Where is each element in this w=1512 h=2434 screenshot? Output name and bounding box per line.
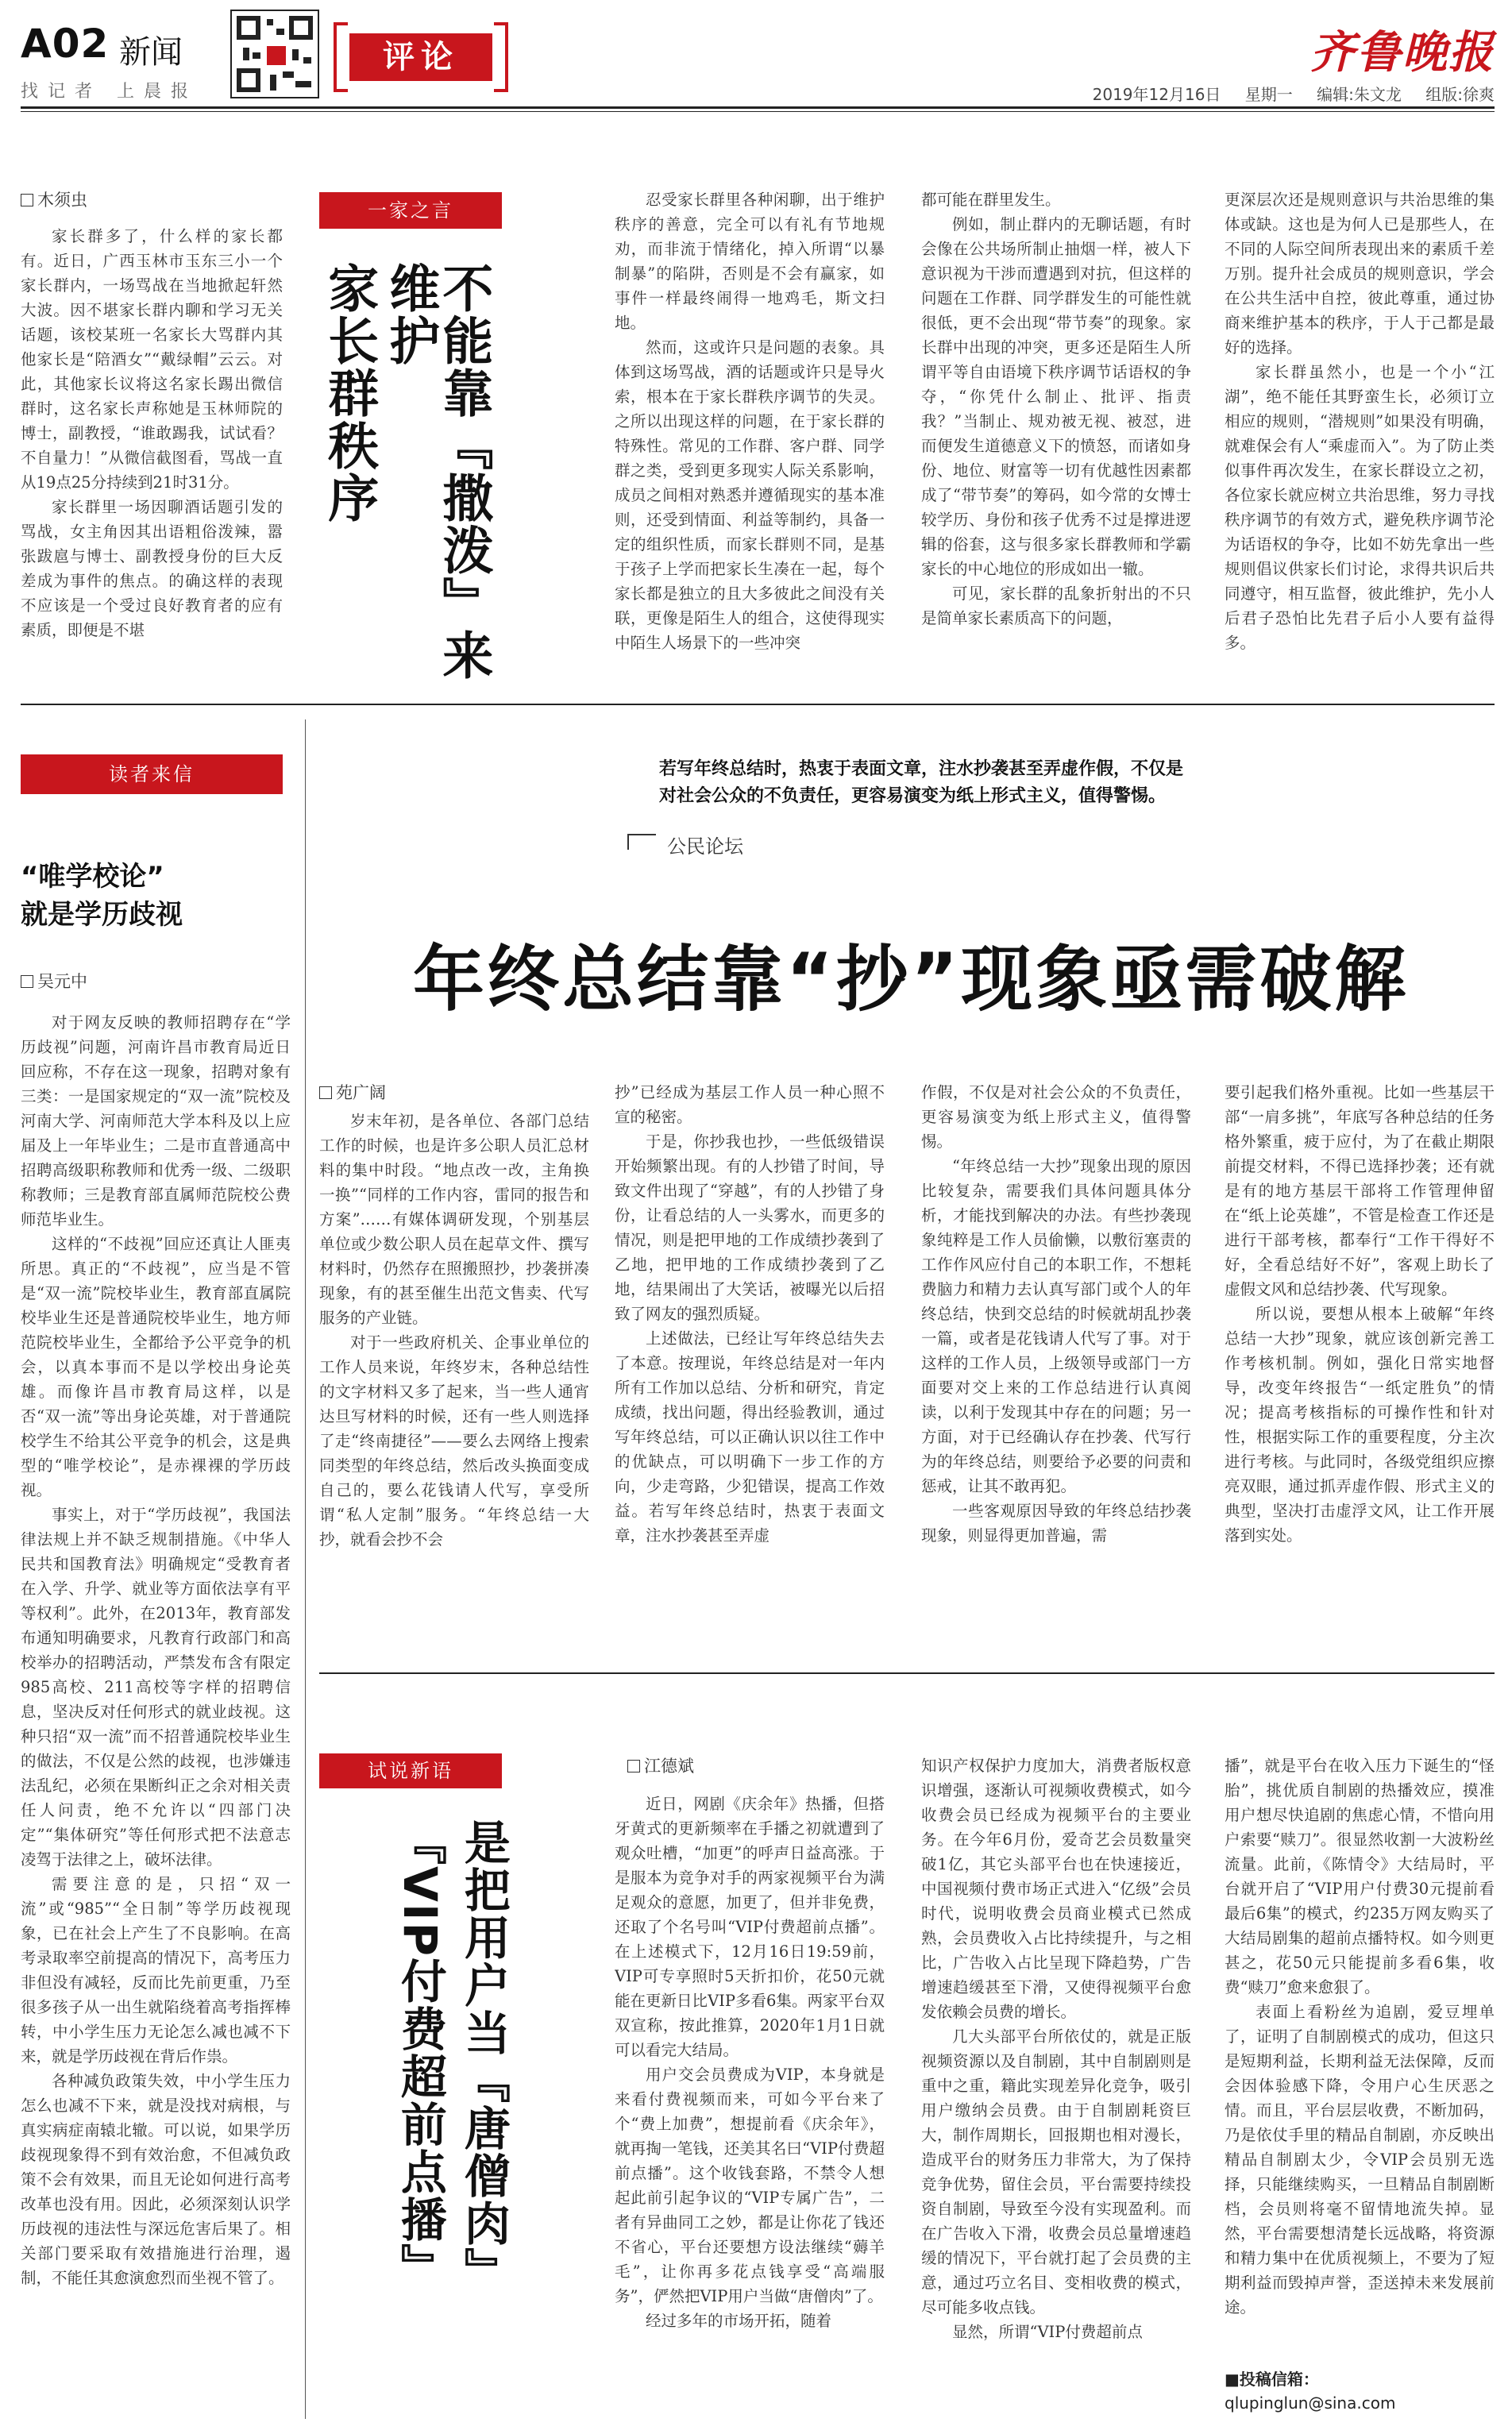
article1-col1 (21, 224, 283, 653)
issue-weekday: 星期一 (1244, 85, 1293, 104)
section-divider (21, 704, 1495, 705)
article2-col2 (615, 1080, 885, 1620)
paragraph: 忍受家长群里各种闲聊，出于维护秩序的善意，完全可以有礼有节地规劝，而非流于情绪化，掉入所谓“以暴制暴”的陷阱，否则是不会有赢家，如事件一样最终闹得一地鸡毛，斯文扫地。 (615, 191, 885, 332)
paragraph: 各种减负政策失效，中小学生压力怎么也减不下来，就是没找对病根，与真实病症南辕北辙。可以说，如果学历歧视现象得不到有效治愈，不但减负政策不会有效果，而且无论如何进行高考改革也没有用。因此，必须深刻认识学历歧视的违法性与深远危害后果了。相关部门要采取有效措施进行治理，遏制，不能任其愈演愈烈而坐视不管了。 (21, 2072, 291, 2287)
paragraph: 都可能在群里发生。 (921, 191, 1061, 209)
paragraph: 一些客观原因导致的年终总结抄袭现象，则显得更加普遍，需 (921, 1502, 1191, 1545)
newspaper-logo: 齐鲁晚报 (1310, 26, 1495, 79)
paragraph: 所以说，要想从根本上破解“年终总结一大抄”现象，就应该创新完善工作考核机制。例如，强化日常实地督导，改变年终报告“一纸定胜负”的情况；提高考核指标的可操作性和针对性，根据实际工作的重要程度，分主次进行考核。与此同时，各级党组织应擦亮双眼，通过抓弄虚作假、形式主义的典型，坚决打击虚浮文风，让工作开展落到实处。 (1225, 1305, 1495, 1545)
article3-title (21, 858, 291, 934)
page-number: A02 (21, 21, 110, 67)
article2-col1 (319, 1109, 589, 1617)
article3-body (21, 1010, 291, 2416)
paragraph: 几大头部平台所依仗的，就是正版视频资源以及自制剧，其中自制剧则是重中之重，籍此实现差异化竞争，吸引用户缴纳会员费。由于自制剧耗资巨大，制作周期长，回报期也相对漫长，造成平台的财务压力非常大，为了保持竞争优势，留住会员，平台需要持续投资自制剧，导致至今没有实现盈利。而在广告收入下滑，收费会员总量增速趋缓的情况下，平台就打起了会员费的主意，通过巧立名目、变相收费的模式，尽可能多收点钱。 (921, 2027, 1191, 2316)
paragraph: 岁末年初，是各单位、各部门总结工作的时候，也是许多公职人员汇总材料的集中时段。“地点改一改，主角换一换”“同样的工作内容，雷同的报告和方案”……有媒体调研发现，个别基层单位或少数公职人员在起草文件、撰写材料时，仍然存在照搬照抄，抄袭拼凑现象，有的甚至催生出范文售卖、代写服务的产业链。 (319, 1112, 589, 1327)
article3-title-line2: 就是学历歧视 (21, 899, 183, 931)
section-divider (319, 1672, 1495, 1674)
article2-title: 年终总结靠“抄”现象亟需破解 (413, 938, 1410, 1021)
article4-title-line1: 是把用户当『唐僧肉』 (456, 1819, 511, 2295)
article1-col4 (1225, 187, 1495, 656)
paragraph: 家长群虽然小，也是一个小“江湖”，绝不能任其野蛮生长，必须订立相应的规则，“潜规则”如果没有明确，就难保会有人“乘虚而入”。为了防止类似事件再次发生，在家长群设立之初，各位家长就应树立共治思维，努力寻找秩序调节的有效方式，避免秩序调节沦为话语权的争夺，比如不妨先拿出一些规则倡议供家长们讨论，求得共识后共同遵守，相互监督，彼此维护，先小人后君子恐怕比先君子后小人要有益得多。 (1225, 363, 1495, 652)
column-tag: 评论 (349, 33, 492, 81)
section-name: 新闻 (119, 34, 183, 71)
article1-kicker: 一家之言 (319, 192, 502, 229)
paragraph: 于是，你抄我也抄，一些低级错误开始频繁出现。有的人抄错了时间，导致文件出现了“穿越”，有的人抄错了身份，让看总结的人一头雾水，而更多的情况，则是把甲地的工作成绩抄袭到了乙地，把甲地的工作成绩抄袭到了乙地，结果闹出了大笑话，被曝光以后招致了网友的强烈质疑。 (615, 1132, 885, 1323)
article4-col1 (615, 1792, 885, 2419)
contribution-email: qlupinglun@sina.com (1225, 2393, 1396, 2413)
paragraph: 抄”已经成为基层工作人员一种心照不宣的秘密。 (615, 1083, 885, 1126)
article3-author: 吴元中 (21, 969, 87, 993)
forum-bracket (627, 834, 656, 850)
paragraph: 用户交会员费成为VIP，本身就是来看付费视频而来，可如今平台来了个“费上加费”，想提前看《庆余年》，就再掏一笔钱，还美其名曰“VIP付费超前点播”。这个收钱套路，不禁令人想起此前引起争议的“VIP专属广告”，二者有异曲同工之妙，都是让你花了钱还不省心，平台还要想方设法继续“薅羊毛”，让你再多花点钱享受“高端服务”，俨然把VIP用户当做“唐僧肉”了。 (615, 2066, 885, 2305)
dateline (1074, 82, 1495, 105)
article2-col3 (921, 1080, 1191, 1620)
article2-author: 苑广阔 (319, 1080, 386, 1104)
paragraph: 需要注意的是，只招“双一流”或“985”“全日制”等学历歧视现象，已在社会上产生了不良影响。在高考录取率空前提高的情况下，高考压力非但没有减轻，反而比先前更重，乃至很多孩子从一出生就陷绕着高考指挥棒转，中小学生压力无论怎么减也减不下来，就是学历歧视在背后作祟。 (21, 1875, 291, 2066)
paragraph: 上述做法，已经让写年终总结失去了本意。按理说，年终总结是对一年内所有工作加以总结、分析和研究，肯定成绩，找出问题，得出经验教训，通过写年终总结，可以正确认识以往工作中的优缺点，可以明确下一步工作的方向，少走弯路，少犯错误，提高工作效益。若写年终总结时，热衷于表面文章，注水抄袭甚至弄虚 (615, 1329, 885, 1545)
article2-deck: 若写年终总结时，热衷于表面文章，注水抄袭甚至弄虚作假，不仅是对社会公众的不负责任，更容易演变为纸上形式主义，值得警惕。 (659, 759, 1184, 806)
qr-code-icon (230, 10, 319, 98)
column-divider (305, 719, 306, 2419)
paragraph: 可见，家长群的乱象折射出的不只是简单家长素质高下的问题， (921, 584, 1191, 627)
masthead-rule (21, 106, 1495, 109)
paragraph: 对于一些政府机关、企事业单位的工作人员来说，年终岁末，各种总结性的文字材料又多了起来，当一些人通宵达旦写材料的时候，还有一些人则选择了走“终南捷径”——要么去网络上搜索同类型的年终总结，然后改头换面变成自己的，要么花钱请人代写，享受所谓“私人定制”服务。“年终总结一大抄，就看会抄不会 (319, 1333, 589, 1549)
designer-credit: 组版:徐爽 (1425, 85, 1495, 104)
article1-author: 木须虫 (21, 187, 87, 211)
contribution-label: ■投稿信箱： (1225, 2370, 1319, 2389)
article1-title-line2: 家长群秩序 (319, 262, 379, 524)
paragraph: 然而，这或许只是问题的表象。具体到这场骂战，酒的话题或许只是导火索，根本在于家长群秩序调节的失灵。之所以出现这样的问题，在于家长群的特殊性。常见的工作群、客户群、同学群之类，受到更多现实人际关系影响，成员之间相对熟悉并遵循现实的基本准则，还受到情面、利益等制约，具备一定的组织性质，而家长群则不同，是基于孩子上学而把家长生凑在一起，每个家长都是独立的且大多彼此之间没有关联，更像是陌生人的组合，这使得现实中陌生人场景下的一些冲突 (615, 338, 885, 652)
paragraph: 对于网友反映的教师招聘存在“学历歧视”问题，河南许昌市教育局近日回应称，不存在这一现象，招聘对象有三类：一是国家规定的“双一流”院校及河南大学、河南师范大学本科及以上应届及上一年毕业生；二是市直普通高中招聘高级职称教师和优秀一级、二级职称教师；三是教育部直属师范院校公费师范毕业生。 (21, 1013, 291, 1229)
paragraph: 例如，制止群内的无聊话题，有时会像在公共场所制止抽烟一样，被人下意识视为干涉而遭遇到对抗，但这样的问题在工作群、同学群发生的可能性就很低，更不会出现“带节奏”的现象。家长群中出现的冲突，更多还是陌生人所谓平等自由语境下秩序调节话语权的争夺，“你凭什么制止、批评、指责我？”当制止、规劝被无视、被怼，进而便发生道德意义下的愤怒，而诸如身份、地位、财富等一切有优越性因素都成了“带节奏”的筹码，如今常的女博士较学历、身份和孩子优秀不过是撑进逻辑的俗套，这与很多家长群教师和学霸家长的中心地位的形成如出一辙。 (921, 215, 1191, 578)
paragraph: 要引起我们格外重视。比如一些基层干部“一肩多挑”，年底写各种总结的任务格外繁重，疲于应付，为了在截止期限前提交材料，不得已选择抄袭；还有就是有的地方基层干部将工作管理伸留在“纸上论英雄”，不管是检查工作还是进行干部考核，都奉行“工作干得好不好，全看总结好不好”，客观上助长了虚假文风和总结抄袭、代写现象。 (1225, 1083, 1495, 1298)
article4-col3 (1225, 1753, 1495, 2357)
paragraph: “年终总结一大抄”现象出现的原因比较复杂，需要我们具体问题具体分析，才能找到解决的办法。有些抄袭现象纯粹是工作人员偷懒，以敷衍塞责的工作作风应付自己的本职工作，不想耗费脑力和精力去认真写部门或个人的年终总结，快到交总结的时候就胡乱抄袭一篇，或者是花钱请人代写了事。对于这样的工作人员，上级领导或部门一方面要对交上来的工作总结进行认真阅读，以利于发现其中存在的问题；另一方面，对于已经确认存在抄袭、代写行为的年终总结，则要给予必要的问责和惩戒，让其不敢再犯。 (921, 1157, 1191, 1495)
article1-col3 (921, 187, 1191, 656)
paragraph: 作假，不仅是对社会公众的不负责任，更容易演变为纸上形式主义，值得警惕。 (921, 1083, 1191, 1151)
article1-col2 (615, 187, 885, 656)
article1-title-line1: 不能靠『撒泼』来维护 (380, 262, 493, 681)
paragraph: 播”，就是平台在收入压力下诞生的“怪胎”，挑优质自制剧的热播效应，摸准用户想尽快追剧的焦虑心情，不惜向用户索要“赎刀”。很显然收割一大波粉丝流量。此前，《陈情令》大结局时，平台就开启了“VIP用户付费30元提前看最后6集”的模式，约235万网友购买了大结局剧集的超前点播特权。如今则更甚之，花50元只能提前多看6集，收费“赎刀”愈来愈狠了。 (1225, 1757, 1495, 1996)
paragraph: 事实上，对于“学历歧视”，我国法律法规上并不缺乏规制措施。《中华人民共和国教育法》明确规定“受教育者在入学、升学、就业等方面依法享有平等权利”。此外，在2013年，教育部发布通知明确要求，凡教育行政部门和高校举办的招聘活动，严禁发布含有限定985高校、211高校等字样的招聘信息，坚决反对任何形式的就业歧视。这种只招“双一流”而不招普通院校毕业生的做法，不仅是公然的歧视，也涉嫌违法乱纪，必须在果断纠正之余对相关责任人问责，绝不允许以“四部门决定”“集体研究”等任何形式把不法意志凌驾于法律之上，破坏法律。 (21, 1506, 291, 1869)
editor-credit: 编辑:朱文龙 (1317, 85, 1402, 104)
masthead-rule-thin (21, 111, 1495, 112)
paragraph: 更深层次还是规则意识与共治思维的集体或缺。这也是为何人已是那些人，在不同的人际空间所表现出来的素质千差万别。提升社会成员的规则意识，学会在公共生活中自控，彼此尊重，通过协商来维护基本的秩序，于人于己都是最好的选择。 (1225, 191, 1495, 357)
paragraph: 显然，所谓“VIP付费超前点 (952, 2323, 1143, 2341)
masthead-slogan: 找记者 上晨报 (21, 82, 198, 102)
issue-date: 2019年12月16日 (1092, 85, 1221, 104)
paragraph: 经过多年的市场开拓，随着 (646, 2312, 832, 2330)
article2-col4 (1225, 1080, 1495, 1620)
article4-kicker: 试说新语 (319, 1753, 502, 1788)
paragraph: 近日，网剧《庆余年》热播，但搭牙黄式的更新频率在手播之初就遭到了观众吐槽，“加更”的呼声日益高涨。于是服本为竞争对手的两家视频平台为满足观众的意愿，加更了，但并非免费，还取了个名号叫“VIP付费超前点播”。在上述模式下，12月16日19:59前，VIP可专享照时5天折扣价，花50元就能在更新日比VIP多看6集。两家平台双双宣称，按此推算，2020年1月1日就可以看完大结局。 (615, 1795, 885, 2059)
article2-kicker: 公民论坛 (667, 835, 743, 858)
paragraph: 家长群多了，什么样的家长都有。近日，广西玉林市玉东三小一个家长群内，一场骂战在当地掀起轩然大波。因不堪家长群内聊和学习无关话题，该校某班一名家长大骂群内其他家长是“陪酒女”“戴绿帽”云云。对此，其他家长议将这名家长踢出微信群时，这名家长声称她是玉林师院的博士，副教授，“谁敢踢我，试试看？不自量力！”从微信截图看，骂战一直从19点25分持续到21时31分。 (21, 227, 283, 492)
paragraph: 家长群里一场因聊酒话题引发的骂战，女主角因其出语粗俗泼辣，嚣张跋扈与博士、副教授身份的巨大反差成为事件的焦点。的确这样的表现不应该是一个受过良好教育者的应有素质，即便是不堪 (21, 498, 283, 639)
paragraph: 这样的“不歧视”回应还真让人匪夷所思。真正的“不歧视”，应当是不管是“双一流”院校毕业生，教育部直属院校毕业生还是普通院校毕业生，地方师范院校毕业生，全都给予公平竞争的机会，以真本事而不是以学校出身论英雄。而像许昌市教育局这样，以是否“双一流”等出身论英雄，对于普通院校学生不给其公平竞争的机会，这是典型的“唯学校论”，是赤裸裸的学历歧视。 (21, 1235, 291, 1499)
article4-col2 (921, 1753, 1191, 2419)
paragraph: 知识产权保护力度加大，消费者版权意识增强，逐渐认可视频收费模式，如今收费会员已经成为视频平台的主要业务。在今年6月份，爱奇艺会员数量突破1亿，其它头部平台也在快速接近，中国视频付费市场正式进入“亿级”会员时代，说明收费会员商业模式已然成熟，会员费收入占比持续提升，与之相比，广告收入占比呈现下降趋势，广告增速趋缓甚至下滑，又使得视频平台愈发依赖会员费的增长。 (921, 1757, 1191, 2021)
article3-title-line1: “唯学校论” (21, 861, 164, 893)
article4-author: 江德斌 (627, 1753, 694, 1777)
paragraph: 表面上看粉丝为追剧，爱豆埋单了，证明了自制剧模式的成功，但这只是短期利益，长期利益无法保障，反而会因体验感下降，令用户心生厌恶之情。而且，平台层层收费，不断加码，乃是依仗手里的精品自制剧，亦反映出精品自制剧太少，令VIP会员别无选择，只能继续购买，一旦精品自制剧断档，会员则将毫不留情地流失掉。显然，平台需要想清楚长远战略，将资源和精力集中在优质视频上，不要为了短期利益而毁掉声誉，歪送掉未来发展前途。 (1225, 2003, 1495, 2316)
article4-title-line2: 『VIP付费超前点播』 (392, 1819, 447, 2291)
article3-kicker: 读者来信 (21, 754, 283, 794)
